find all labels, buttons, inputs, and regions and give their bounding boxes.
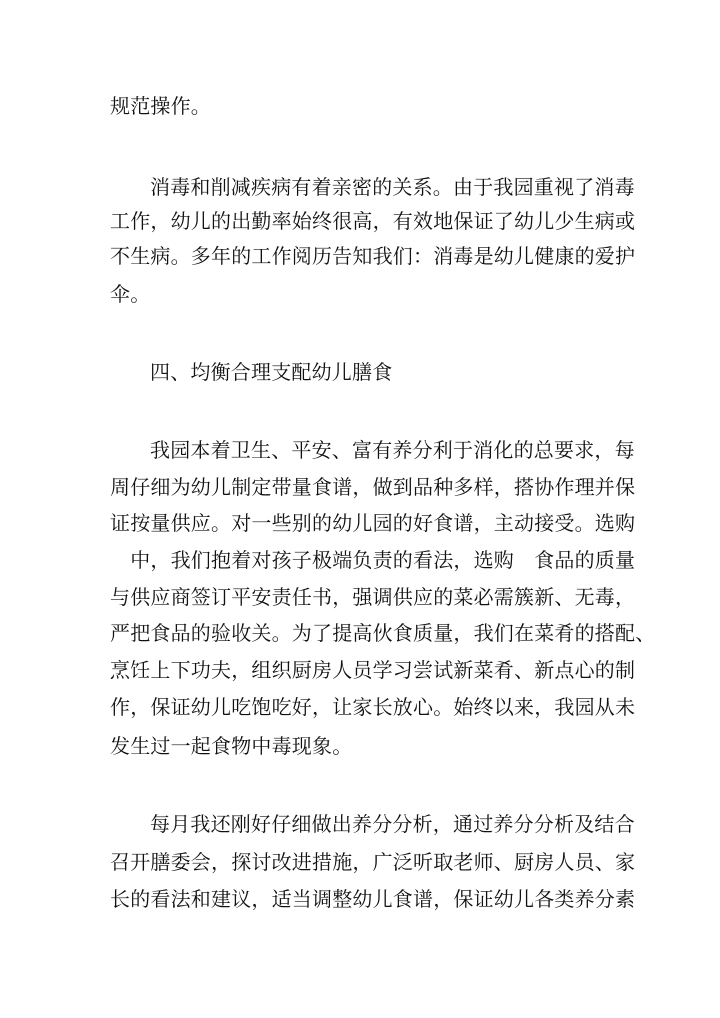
paragraph-line: 我园本着卫生、平安、富有养分利于消化的总要求，每 <box>150 438 635 462</box>
paragraph-line: 每月我还刚好仔细做出养分分析，通过养分分析及结合 <box>150 812 635 836</box>
paragraph-line: 烹饪上下功夫，组织厨房人员学习尝试新菜肴、新点心的制 <box>110 658 636 682</box>
section-heading: 四、均衡合理支配幼儿膳食 <box>150 360 393 384</box>
paragraph-line: 规范操作。 <box>110 94 211 118</box>
paragraph-line: 不生病。多年的工作阅历告知我们：消毒是幼儿健康的爱护 <box>110 244 636 268</box>
paragraph-line: 伞。 <box>110 282 151 306</box>
paragraph-line: 中，我们抱着对孩子极端负责的看法，选购 食品的质量 <box>110 548 636 572</box>
paragraph-line: 工作，幼儿的出勤率始终很高，有效地保证了幼儿少生病或 <box>110 209 636 233</box>
paragraph-line: 周仔细为幼儿制定带量食谱，做到品种多样，搭协作理并保 <box>110 475 636 499</box>
paragraph-line: 召开膳委会，探讨改进措施，广泛听取老师、厨房人员、家 <box>110 850 636 874</box>
paragraph-line: 发生过一起食物中毒现象。 <box>110 734 353 758</box>
paragraph-line: 与供应商签订平安责任书，强调供应的菜必需簇新、无毒， <box>110 585 636 609</box>
paragraph-line: 消毒和削减疾病有着亲密的关系。由于我园重视了消毒 <box>150 175 635 199</box>
paragraph-line: 证按量供应。对一些别的幼儿园的好食谱，主动接受。选购 <box>110 511 636 535</box>
paragraph-line: 作，保证幼儿吃饱吃好，让家长放心。始终以来，我园从未 <box>110 695 636 719</box>
paragraph-line: 长的看法和建议，适当调整幼儿食谱，保证幼儿各类养分素 <box>110 887 636 911</box>
paragraph-line: 严把食品的验收关。为了提高伙食质量，我们在菜肴的搭配、 <box>110 621 656 645</box>
